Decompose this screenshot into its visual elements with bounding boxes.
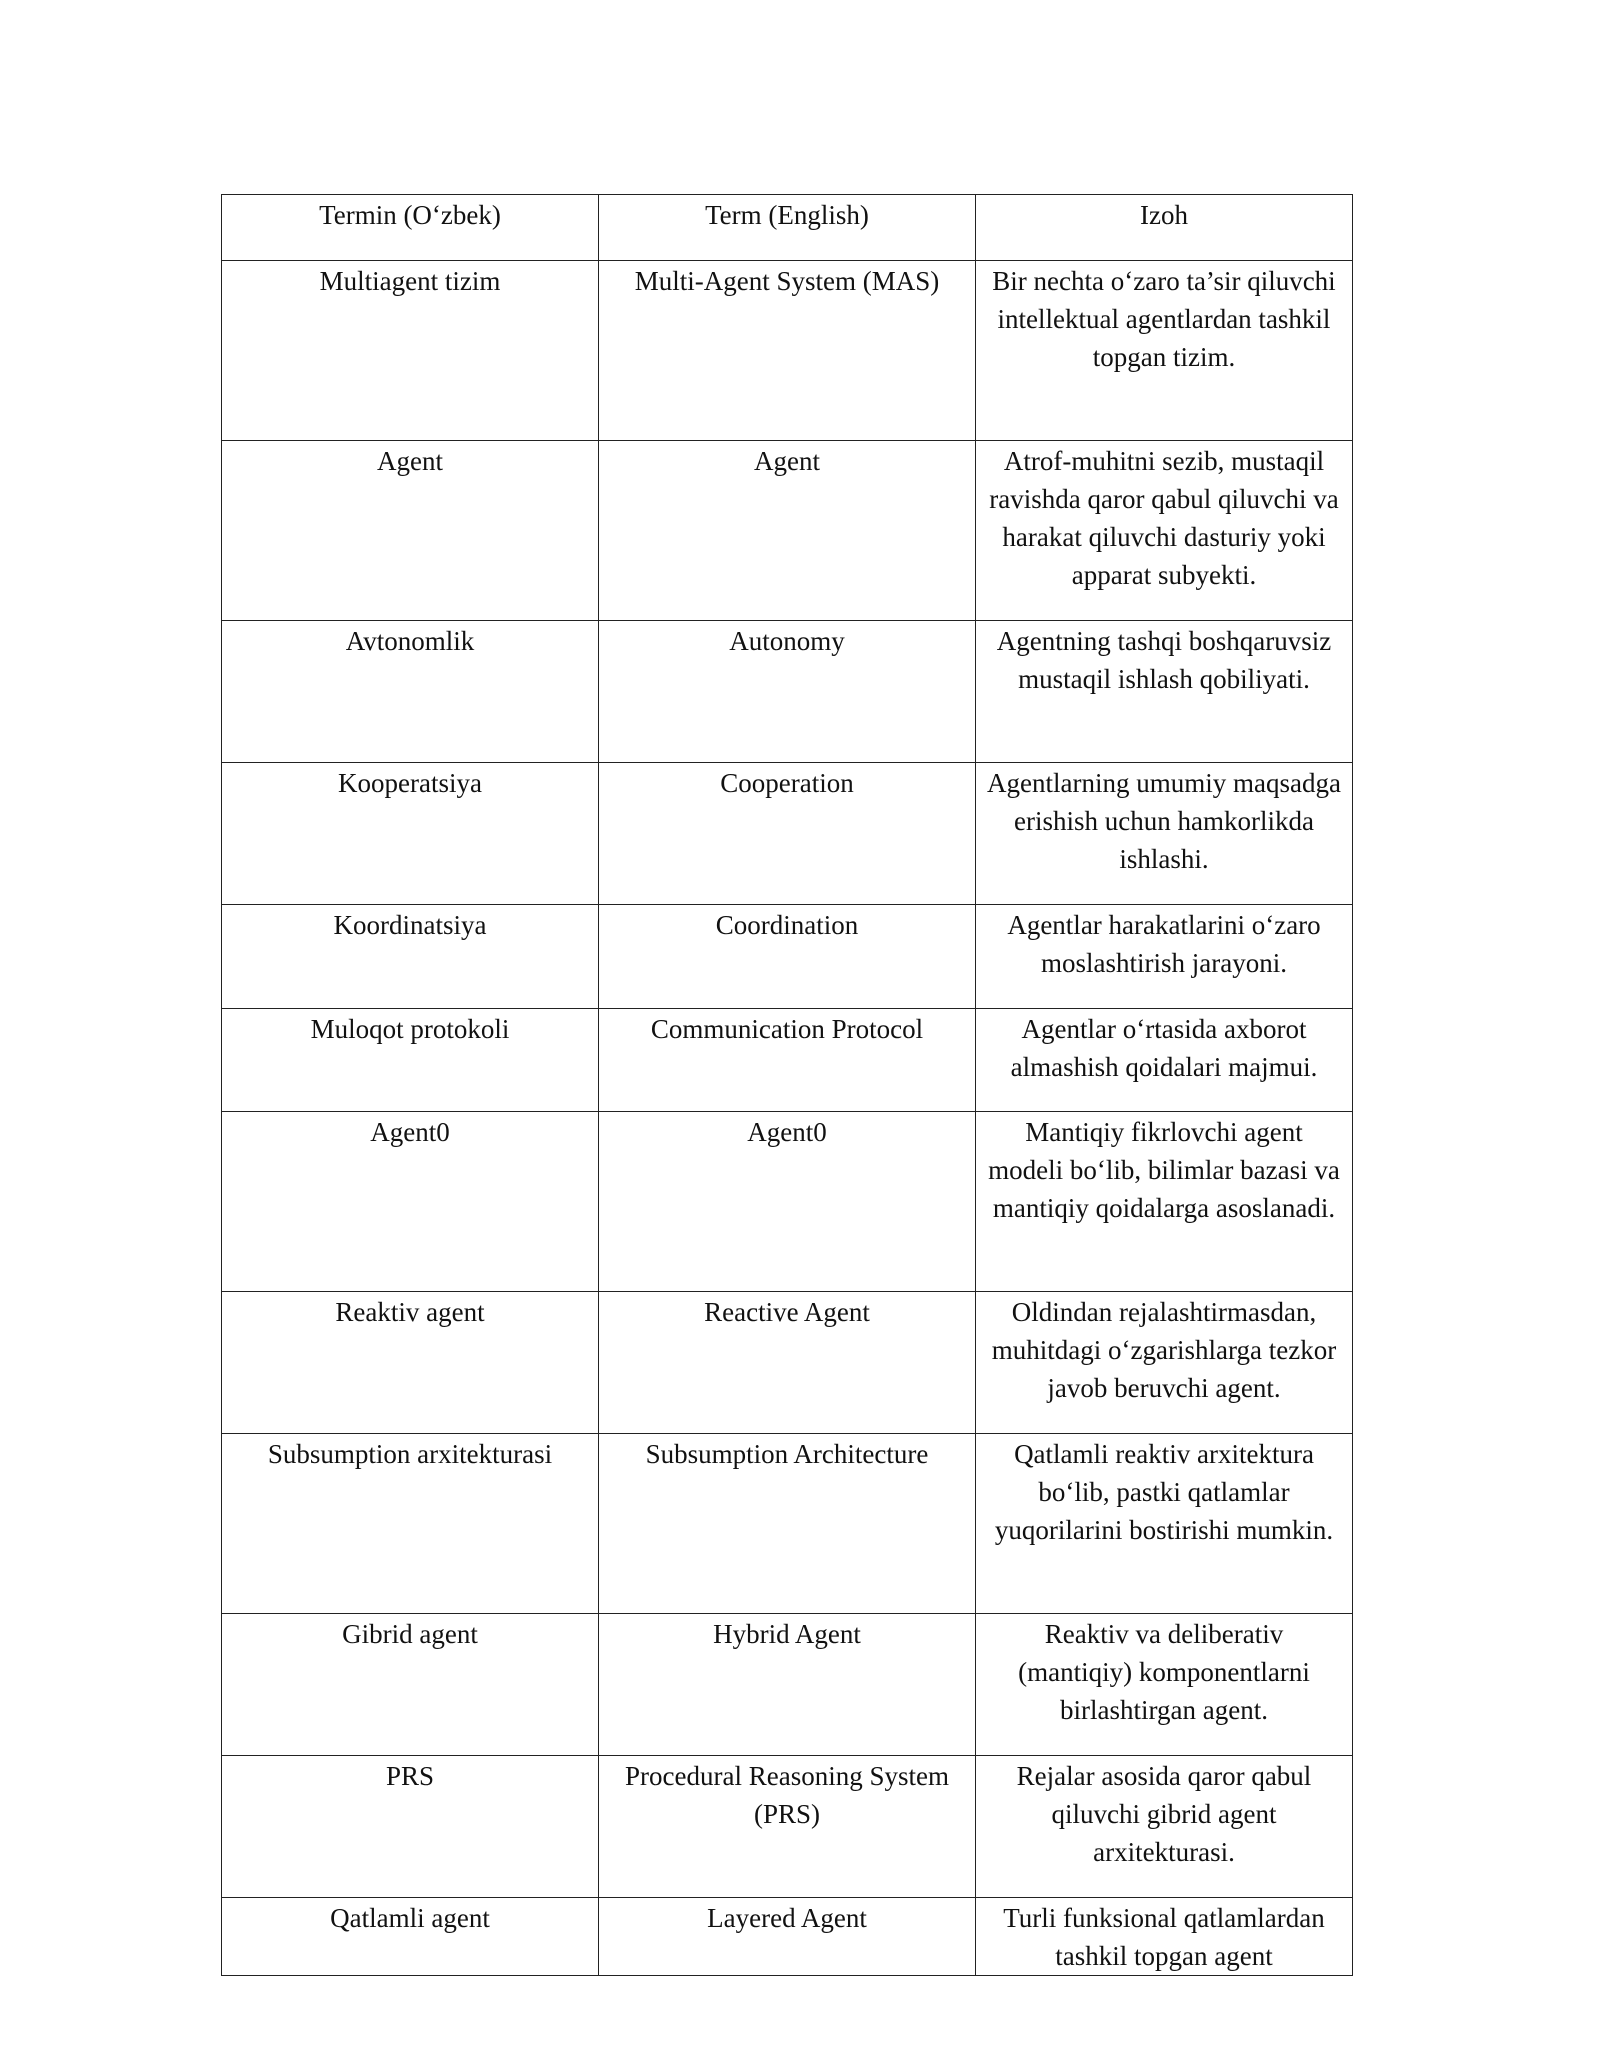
term-en-cell: Reactive Agent xyxy=(599,1292,976,1434)
term-uz-cell: Agent xyxy=(222,441,599,621)
term-en-cell: Agent0 xyxy=(599,1112,976,1292)
description-cell: Turli funksional qatlamlardan tashkil topgan agent xyxy=(976,1898,1353,1976)
term-uz-cell: Multiagent tizim xyxy=(222,261,599,441)
description-cell: Agentlar harakatlarini o‘zaro moslashtirish jarayoni. xyxy=(976,905,1353,1009)
term-en-cell: Communication Protocol xyxy=(599,1009,976,1112)
term-uz-cell: Koordinatsiya xyxy=(222,905,599,1009)
header-cell: Termin (O‘zbek) xyxy=(222,195,599,261)
term-en-cell: Cooperation xyxy=(599,763,976,905)
header-cell: Term (English) xyxy=(599,195,976,261)
table-row xyxy=(222,1292,1353,1434)
term-uz-cell: Gibrid agent xyxy=(222,1614,599,1756)
table-row xyxy=(222,1112,1353,1292)
table-row xyxy=(222,763,1353,905)
term-uz-cell: Avtonomlik xyxy=(222,621,599,763)
term-uz-cell: Agent0 xyxy=(222,1112,599,1292)
table-row xyxy=(222,1009,1353,1112)
description-cell: Agentlarning umumiy maqsadga erishish uchun hamkorlikda ishlashi. xyxy=(976,763,1353,905)
glossary-table xyxy=(221,194,1353,1976)
term-uz-cell: Subsumption arxitekturasi xyxy=(222,1434,599,1614)
term-uz-cell: Qatlamli agent xyxy=(222,1898,599,1976)
term-en-cell: Layered Agent xyxy=(599,1898,976,1976)
term-en-cell: Multi-Agent System (MAS) xyxy=(599,261,976,441)
header-cell: Izoh xyxy=(976,195,1353,261)
term-en-cell: Coordination xyxy=(599,905,976,1009)
table-row xyxy=(222,261,1353,441)
table-row xyxy=(222,1898,1353,1976)
description-cell: Agentlar o‘rtasida axborot almashish qoidalari majmui. xyxy=(976,1009,1353,1112)
table-header-row xyxy=(222,195,1353,261)
term-uz-cell: Reaktiv agent xyxy=(222,1292,599,1434)
term-en-cell: Agent xyxy=(599,441,976,621)
term-en-cell: Hybrid Agent xyxy=(599,1614,976,1756)
table-row xyxy=(222,1614,1353,1756)
term-en-cell: Autonomy xyxy=(599,621,976,763)
table-row xyxy=(222,1434,1353,1614)
term-uz-cell: Kooperatsiya xyxy=(222,763,599,905)
term-en-cell: Subsumption Architecture xyxy=(599,1434,976,1614)
description-cell: Agentning tashqi boshqaruvsiz mustaqil ishlash qobiliyati. xyxy=(976,621,1353,763)
table-row xyxy=(222,905,1353,1009)
description-cell: Rejalar asosida qaror qabul qiluvchi gibrid agent arxitekturasi. xyxy=(976,1756,1353,1898)
description-cell: Bir nechta o‘zaro ta’sir qiluvchi intellektual agentlardan tashkil topgan tizim. xyxy=(976,261,1353,441)
description-cell: Mantiqiy fikrlovchi agent modeli bo‘lib, bilimlar bazasi va mantiqiy qoidalarga asoslanadi. xyxy=(976,1112,1353,1292)
description-cell: Atrof-muhitni sezib, mustaqil ravishda qaror qabul qiluvchi va harakat qiluvchi dasturiy yoki apparat subyekti. xyxy=(976,441,1353,621)
term-uz-cell: PRS xyxy=(222,1756,599,1898)
description-cell: Oldindan rejalashtirmasdan, muhitdagi o‘zgarishlarga tezkor javob beruvchi agent. xyxy=(976,1292,1353,1434)
table-row xyxy=(222,441,1353,621)
table-row xyxy=(222,621,1353,763)
term-uz-cell: Muloqot protokoli xyxy=(222,1009,599,1112)
description-cell: Qatlamli reaktiv arxitektura bo‘lib, pastki qatlamlar yuqorilarini bostirishi mumkin. xyxy=(976,1434,1353,1614)
description-cell: Reaktiv va deliberativ (mantiqiy) komponentlarni birlashtirgan agent. xyxy=(976,1614,1353,1756)
table-row xyxy=(222,1756,1353,1898)
term-en-cell: Procedural Reasoning System (PRS) xyxy=(599,1756,976,1898)
